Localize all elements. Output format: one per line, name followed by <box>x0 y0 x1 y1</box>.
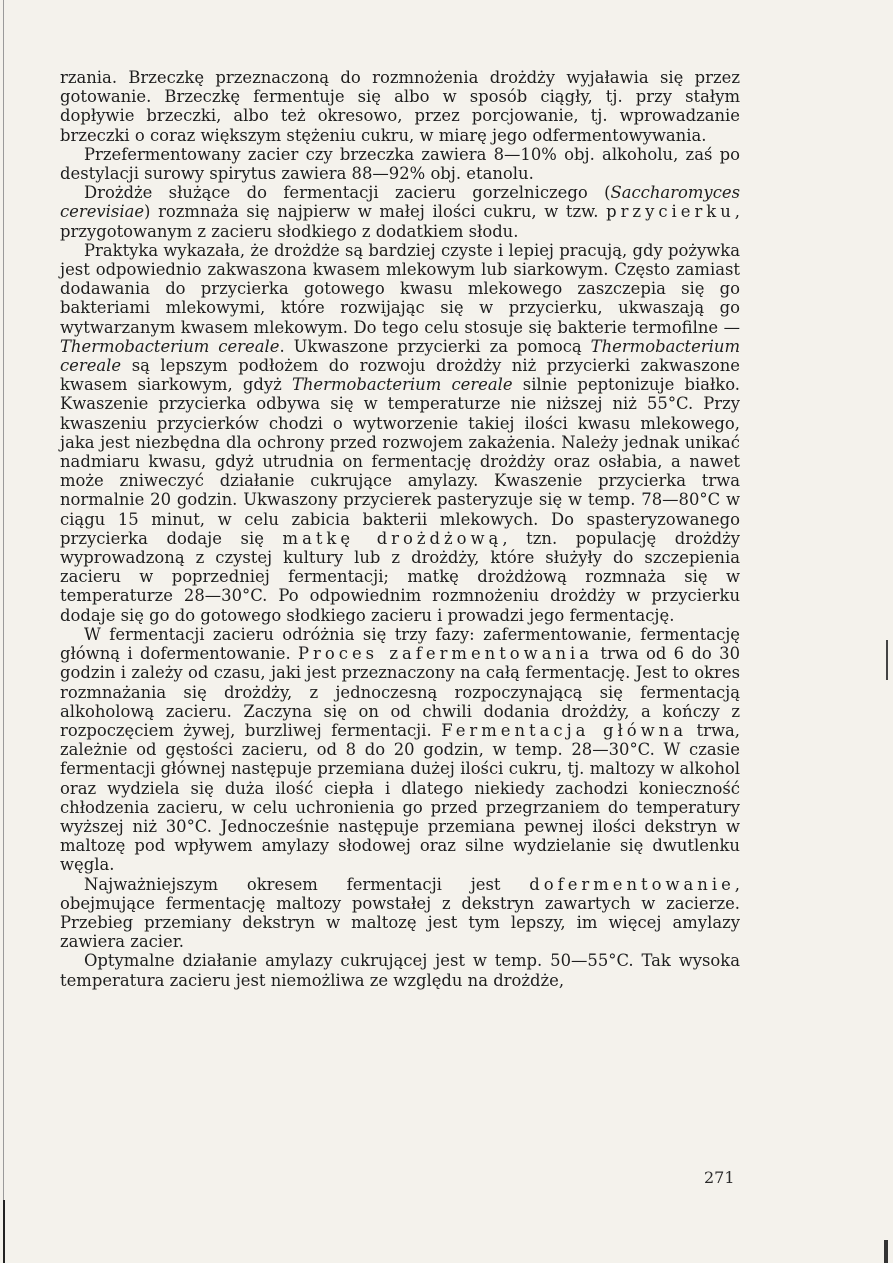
spaced-term: dofermentowanie <box>529 874 735 894</box>
page-edge-mark <box>886 640 888 680</box>
text-segment: , tzn. populację drożdży wyprowadzoną z czystej kultury lub z drożdży, które służyły do szczepienia zacieru w poprzedniej fermentacji; matkę drożdżową rozmnaża się w temperaturze 28—30°C. Po odpowiednim rozmnożeniu drożdży w przycierku dodaje się go do gotowego słodkiego zacieru i prowadzi jego fermentację. <box>60 528 741 625</box>
text-segment: ) rozmnaża się najpierw w małej ilości cukru, w tzw. <box>144 202 607 222</box>
text-segment: Przefermentowany zacier czy brzeczka zawiera 8—10% obj. alkoholu, zaś po destylacji surowy spirytus zawiera 88—92% obj. etanolu. <box>60 144 740 184</box>
spaced-term: przycierku <box>606 202 735 222</box>
text-segment: . Ukwaszone przycierki za pomocą <box>279 336 591 356</box>
paragraph <box>60 145 740 183</box>
italic-term: Saccharomyces cerevisiae <box>60 183 740 222</box>
italic-term: Thermobacterium cereale <box>60 336 280 356</box>
text-segment: Najważniejszym okresem fermentacji jest <box>84 874 530 894</box>
text-segment: , obejmujące fermentację maltozy powstałej z dekstryn zawartych w zacierze. Przebieg przemiany dekstryn w maltozę jest tym lepszy, im więcej amylazy zawiera zacier. <box>60 874 740 952</box>
text-segment: W fermentacji zacieru odróżnia się trzy fazy: zafermentowanie, fermentację główną i dofermentowanie. <box>60 624 740 664</box>
text-segment: Drożdże służące do fermentacji zacieru gorzelniczego ( <box>84 183 611 203</box>
text-segment: są lepszym podłożem do rozwoju drożdży niż przycierki zakwaszone kwasem siarkowym, gdyż <box>60 356 740 395</box>
paragraph <box>60 241 740 625</box>
text-segment: silnie peptonizuje białko. Kwaszenie przycierka odbywa się w temperaturze nie niższej niż 55°C. Przy kwaszeniu przycierków chodzi o wytworzenie takiej ilości kwasu mlekowego, jaka jest niezbędna dla ochrony przed rozwojem zakażenia. Należy jednak unikać nadmiaru kwasu, gdyż utrudnia on fermentację drożdży oraz osłabia, a nawet może zniweczyć działanie cukrujące amylazy. Kwaszenie przycierka trwa normalnie 20 godzin. Ukwaszony przycierek pasteryzuje się w temp. 78—80°C w ciągu 15 minut, w celu zabicia bakterii mlekowych. Do spasteryzowanego przycierka dodaje się <box>60 375 740 548</box>
page-edge-left-dark <box>3 1200 5 1263</box>
text-segment: Praktyka wykazała, że drożdże są bardziej czyste i lepiej pracują, gdy pożywka jest odpowiednio zakwaszona kwasem mlekowym lub siarkowym. Często zamiast dodawania do przycierka gotowego kwasu mlekowego zaszczepia się go bakteriami mlekowymi, które rozwijając się w przycierku, ukwaszają go wytwarzanym kwasem mlekowym. Do tego celu stosuje się bakterie termofilne — <box>60 240 740 337</box>
text-segment: trwa, zależnie od gęstości zacieru, od 8 do 20 godzin, w temp. 28—30°C. W czasie fermentacji głównej następuje przemiana dużej ilości cukru, tj. maltozy w alkohol oraz wydziela się duża ilość ciepła i dlatego niekiedy zachodzi konieczność chłodzenia zacieru, w celu uchronienia go przed przegrzaniem do temperatury wyższej niż 30°C. Jednocześnie następuje przemiana pewnej ilości dekstryn w maltozę pod wpływem amylazy słodowej oraz silne wydzielanie się dwutlenku węgla. <box>60 720 740 875</box>
page-number: 271 <box>704 1168 735 1187</box>
text-segment: , przygotowanym z zacieru słodkiego z dodatkiem słodu. <box>60 202 740 241</box>
spaced-term: Proces zafermentowania <box>298 644 594 664</box>
text-segment: rzania. Brzeczkę przeznaczoną do rozmnożenia drożdży wyjaławia się przez gotowanie. Brzeczkę fermentuje się albo w sposób ciągły, tj. przy stałym dopływie brzeczki, albo też okresowo, przez porcjowanie, tj. wprowadzanie brzeczki o coraz większym stężeniu cukru, w miarę jego odfermentowywania. <box>60 68 740 145</box>
body-text <box>60 68 740 990</box>
italic-term: Thermobacterium cereale <box>60 336 740 376</box>
paragraph <box>60 875 740 952</box>
page-edge-left <box>3 0 4 1263</box>
italic-term: Thermobacterium cereale <box>291 375 513 395</box>
paragraph <box>60 68 740 145</box>
page-edge-right-dark <box>884 1240 888 1263</box>
paragraph <box>60 951 740 989</box>
text-segment: Optymalne działanie amylazy cukrującej jest w temp. 50—55°C. Tak wysoka temperatura zacieru jest niemożliwa ze względu na drożdże, <box>60 951 740 990</box>
paragraph <box>60 625 740 875</box>
spaced-term: Fermentacja główna <box>441 720 688 740</box>
text-segment: trwa od 6 do 30 godzin i zależy od czasu, jaki jest przeznaczony na całą fermentację. Jest to okres rozmnażania się drożdży, z jednoczesną rozpoczynającą się fermentacją alkoholową zacieru. Zaczyna się on od chwili dodania drożdży, a kończy z rozpoczęciem żywej, burzliwej fermentacji. <box>60 644 740 740</box>
spaced-term: matkę drożdżową <box>282 528 503 548</box>
paragraph <box>60 183 740 241</box>
